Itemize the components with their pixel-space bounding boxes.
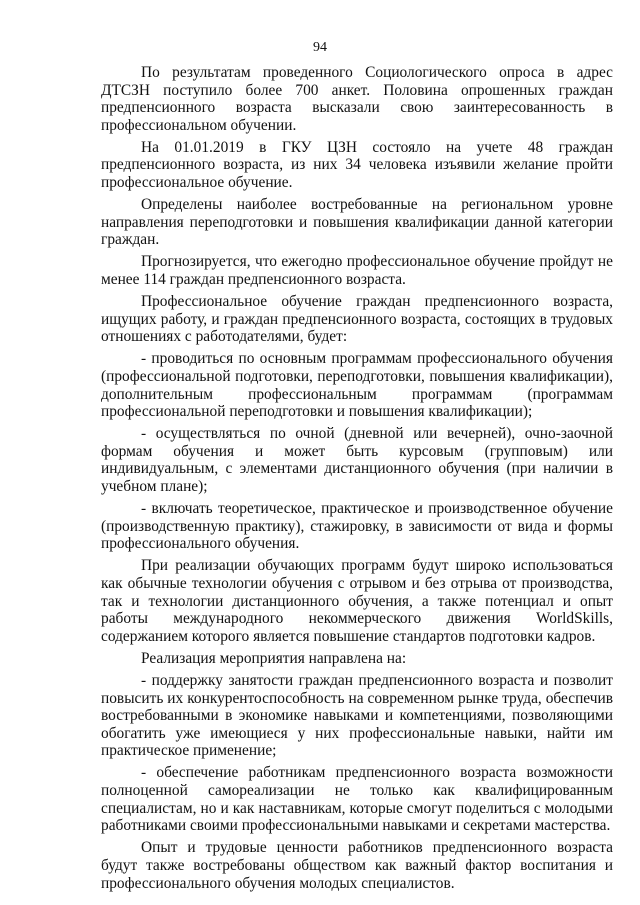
list-item-forms: - осуществляться по очной (дневной или вечерней), очно-заочной формам обучения и может быть курсовым (групповым) или индивидуальным, с элементами дистанционного обучения (при наличии в учебном плане); [101,425,613,496]
paragraph-goals-intro: Реализация мероприятия направлена на: [141,649,407,667]
paragraph-technologies: При реализации обучающих программ будут широко использоваться как обычные технологии обучения с отрывом и без отрыва от производства, так и технологии дистанционного обучения, а также потенциал и опыт работы международного некоммерческого движения WorldSkills, содержанием которого является повышение стандартов подготовки кадров. [101,557,613,645]
list-item-programs: - проводиться по основным программам профессионального обучения (профессиональной подготовки, переподготовки, повышения квалификации), дополнительным профессиональным программам (программам профессиональной переподготовки и повышения квалификации); [101,350,613,421]
paragraph-forecast: Прогнозируется, что ежегодно профессиональное обучение пройдут не менее 114 граждан предпенсионного возраста. [101,253,613,289]
list-item-self-realization: - обеспечение работникам предпенсионного возраста возможности полноценной самореализации не только как квалифицированным специалистам, но и как наставникам, которые смогут поделиться с молодыми работниками своими профессиональными навыками и секретами мастерства. [101,764,613,835]
list-item-employment-support: - поддержку занятости граждан предпенсионного возраста и позволит повысить их конкурентоспособность на современном рынке труда, обеспечив востребованными в экономике навыками и компетенциями, позволяющими обогатить уже имеющиеся у них профессиональные навыки, найти им практическое применение; [101,672,613,760]
document-body [101,64,613,897]
paragraph-experience-values: Опыт и трудовые ценности работников предпенсионного возраста будут также востребованы обществом как важный фактор воспитания и профессионального обучения молодых специалистов. [101,839,613,892]
page-number: 94 [313,40,327,55]
list-item-content: - включать теоретическое, практическое и производственное обучение (производственную практику), стажировку, в зависимости от вида и формы профессионального обучения. [101,500,613,553]
paragraph-training-intro: Профессиональное обучение граждан предпенсионного возраста, ищущих работу, и граждан предпенсионного возраста, состоящих в трудовых отношениях с работодателями, будет: [101,293,613,346]
paragraph-survey-results: По результатам проведенного Социологического опроса в адрес ДТСЗН поступило более 700 анкет. Половина опрошенных граждан предпенсионного возраста высказали свою заинтересованность в профессиональном обучении. [101,64,613,134]
paragraph-registered-count: На 01.01.2019 в ГКУ ЦЗН состояло на учете 48 граждан предпенсионного возраста, из них 34 человека изъявили желание пройти профессиональное обучение. [101,138,613,192]
paragraph-training-directions: Определены наиболее востребованные на региональном уровне направления переподготовки и повышения квалификации данной категории граждан. [101,196,613,249]
